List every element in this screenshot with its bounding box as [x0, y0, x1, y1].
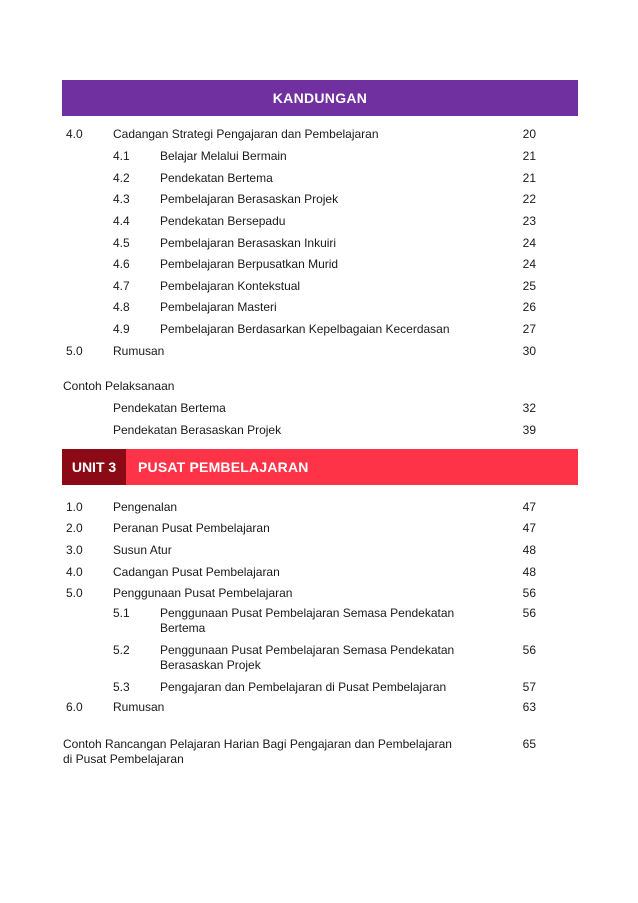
toc-subentry[interactable]	[0, 680, 638, 696]
toc-subentry[interactable]	[0, 149, 638, 165]
subentry-label: Belajar Melalui Bermain	[160, 149, 287, 163]
entry-label: Rumusan	[113, 700, 165, 714]
subentry-number: 5.1	[113, 606, 130, 620]
contoh-entry-label: Pendekatan Berasaskan Projek	[113, 423, 282, 437]
contents-header	[62, 80, 578, 116]
contoh-entry-page: 39	[522, 423, 536, 437]
contoh-rancangan-continued	[0, 752, 638, 768]
subentry-label: Pembelajaran Berasaskan Projek	[160, 192, 339, 206]
subentry-page: 56	[522, 643, 536, 657]
toc-subentry[interactable]	[0, 322, 638, 338]
subentry-label: Pembelajaran Kontekstual	[160, 279, 301, 293]
contoh-entry[interactable]	[0, 423, 638, 439]
subentry-number: 5.2	[113, 643, 130, 657]
contents-title: KANDUNGAN	[272, 90, 368, 106]
subentry-page: 21	[522, 149, 536, 163]
entry-label: Cadangan Pusat Pembelajaran	[113, 565, 280, 579]
contoh-entry-label: Pendekatan Bertema	[113, 401, 226, 415]
subentry-page: 22	[522, 192, 536, 206]
subentry-page: 57	[522, 680, 536, 694]
subentry-page: 24	[522, 257, 536, 271]
toc-entry-4-0[interactable]	[0, 127, 638, 143]
entry-label: Rumusan	[113, 344, 165, 358]
entry-page: 20	[522, 127, 536, 141]
toc-subentry[interactable]	[0, 236, 638, 252]
toc-subentry[interactable]	[0, 257, 638, 273]
subentry-label: Pembelajaran Berdasarkan Kepelbagaian Kecerdasan	[160, 322, 450, 336]
subentry-number: 4.3	[113, 192, 130, 206]
subentry-label: Pendekatan Bertema	[160, 171, 273, 185]
contoh-rancangan-label: Contoh Rancangan Pelajaran Harian Bagi Pengajaran dan Pembelajaran	[63, 737, 452, 751]
subentry-label: Pembelajaran Masteri	[160, 300, 277, 314]
toc-entry[interactable]	[0, 543, 638, 559]
entry-number: 6.0	[66, 700, 83, 714]
toc-subentry[interactable]	[0, 643, 638, 659]
subentry-number: 5.3	[113, 680, 130, 694]
entry-number: 5.0	[66, 344, 83, 358]
subentry-label: Penggunaan Pusat Pembelajaran Semasa Pendekatan	[160, 606, 455, 620]
subentry-label-line2: Berasaskan Projek	[160, 658, 261, 672]
toc-subentry[interactable]	[0, 300, 638, 316]
entry-number: 2.0	[66, 521, 83, 535]
unit-header	[62, 449, 578, 485]
toc-entry-5-0[interactable]	[0, 344, 638, 360]
contoh-rancangan-entry[interactable]	[0, 737, 638, 753]
entry-page: 48	[522, 565, 536, 579]
toc-entry[interactable]	[0, 565, 638, 581]
subentry-number: 4.7	[113, 279, 130, 293]
contoh-rancangan-page: 65	[522, 737, 536, 751]
subentry-page: 56	[522, 606, 536, 620]
subentry-label: Pembelajaran Berasaskan Inkuiri	[160, 236, 337, 250]
subentry-page: 26	[522, 300, 536, 314]
subentry-label: Pengajaran dan Pembelajaran di Pusat Pembelajaran	[160, 680, 447, 694]
toc-subentry[interactable]	[0, 606, 638, 622]
subentry-number: 4.9	[113, 322, 130, 336]
subentry-page: 23	[522, 214, 536, 228]
subentry-number: 4.4	[113, 214, 130, 228]
toc-subentry-continued	[0, 658, 638, 674]
contoh-heading-label: Contoh Pelaksanaan	[63, 379, 175, 393]
subentry-label: Pembelajaran Berpusatkan Murid	[160, 257, 339, 271]
subentry-page: 24	[522, 236, 536, 250]
entry-page: 63	[522, 700, 536, 714]
entry-page: 47	[522, 521, 536, 535]
entry-label: Susun Atur	[113, 543, 172, 557]
toc-entry-6-0[interactable]	[0, 700, 638, 716]
toc-subentry[interactable]	[0, 214, 638, 230]
toc-entry[interactable]	[0, 521, 638, 537]
subentry-label: Penggunaan Pusat Pembelajaran Semasa Pendekatan	[160, 643, 455, 657]
entry-number: 4.0	[66, 127, 83, 141]
toc-subentry[interactable]	[0, 279, 638, 295]
contoh-entry-page: 32	[522, 401, 536, 415]
entry-page: 47	[522, 500, 536, 514]
entry-page: 30	[522, 344, 536, 358]
entry-label: Peranan Pusat Pembelajaran	[113, 521, 270, 535]
subentry-number: 4.8	[113, 300, 130, 314]
contoh-rancangan-label-line2: di Pusat Pembelajaran	[63, 752, 184, 766]
unit-tag: UNIT 3	[62, 449, 126, 485]
toc-entry[interactable]	[0, 500, 638, 516]
entry-number: 5.0	[66, 586, 83, 600]
entry-label: Pengenalan	[113, 500, 178, 514]
entry-page: 48	[522, 543, 536, 557]
subentry-page: 25	[522, 279, 536, 293]
unit-title: PUSAT PEMBELAJARAN	[138, 459, 309, 475]
contoh-entry[interactable]	[0, 401, 638, 417]
contoh-heading	[0, 379, 638, 395]
subentry-page: 21	[522, 171, 536, 185]
toc-entry[interactable]	[0, 586, 638, 602]
toc-subentry[interactable]	[0, 192, 638, 208]
entry-number: 1.0	[66, 500, 83, 514]
subentry-label-line2: Bertema	[160, 621, 206, 635]
subentry-number: 4.1	[113, 149, 130, 163]
toc-subentry[interactable]	[0, 171, 638, 187]
entry-number: 4.0	[66, 565, 83, 579]
subentry-page: 27	[522, 322, 536, 336]
entry-label: Penggunaan Pusat Pembelajaran	[113, 586, 293, 600]
subentry-number: 4.5	[113, 236, 130, 250]
entry-page: 56	[522, 586, 536, 600]
entry-label: Cadangan Strategi Pengajaran dan Pembelajaran	[113, 127, 379, 141]
subentry-number: 4.2	[113, 171, 130, 185]
subentry-label: Pendekatan Bersepadu	[160, 214, 286, 228]
toc-subentry-continued	[0, 621, 638, 637]
subentry-number: 4.6	[113, 257, 130, 271]
entry-number: 3.0	[66, 543, 83, 557]
